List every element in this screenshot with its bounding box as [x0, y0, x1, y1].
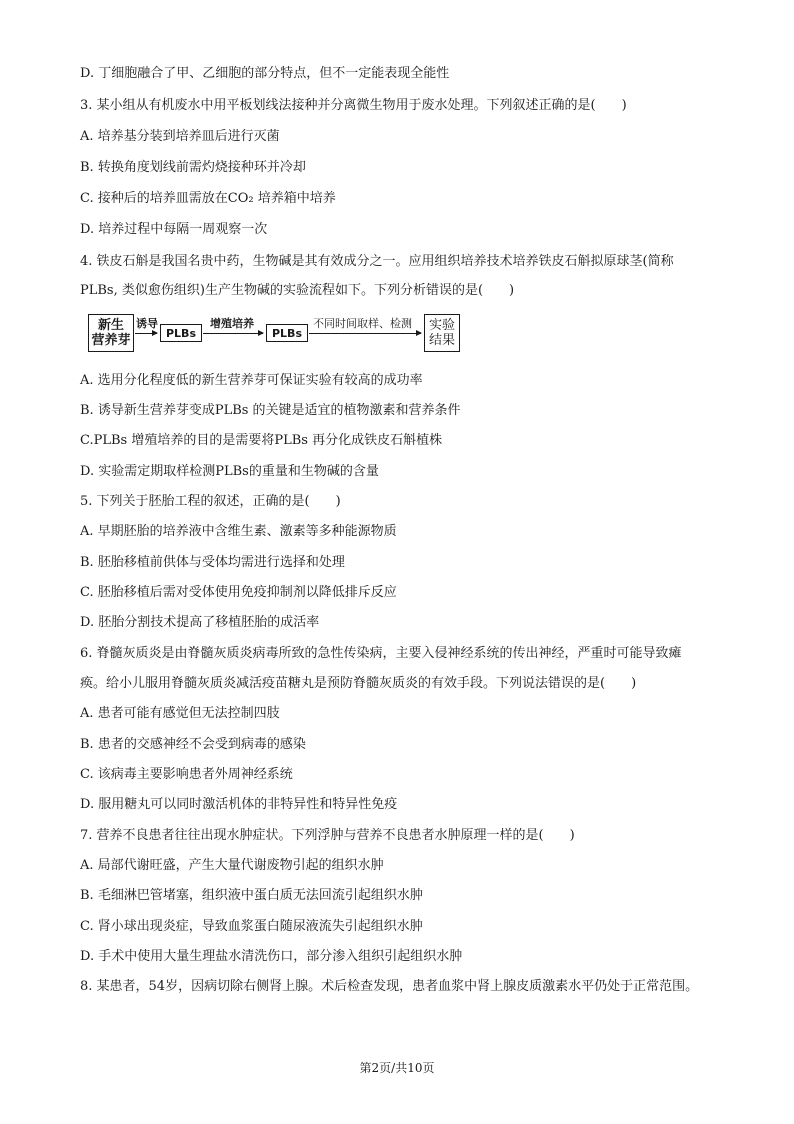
flow-box-result: 实验 结果	[424, 314, 460, 352]
option-7c: C. 肾小球出现炎症，导致血浆蛋白随尿液流失引起组织水肿	[80, 919, 423, 934]
option-7d: D. 手术中使用大量生理盐水清洗伤口，部分渗入组织引起组织水肿	[80, 949, 463, 964]
flow-label-proliferate: 增殖培养	[210, 317, 254, 330]
question-4-line-2: PLBs, 类似愈伤组织)生产生物碱的实验流程如下。下列分析错误的是( )	[80, 283, 515, 298]
question-6-line-1: 6. 脊髓灰质炎是由脊髓灰质炎病毒所致的急性传染病，主要入侵神经系统的传出神经，严重时可能导致瘫	[80, 646, 682, 661]
option-6b: B. 患者的交感神经不会受到病毒的感染	[80, 737, 306, 752]
option-5a: A. 早期胚胎的培养液中含维生素、激素等多种能源物质	[80, 524, 397, 539]
flow-box-plbs-1: PLBs	[160, 324, 202, 342]
option-5c: C. 胚胎移植后需对受体使用免疫抑制剂以降低排斥反应	[80, 585, 397, 600]
option-5d: D. 胚胎分割技术提高了移植胚胎的成活率	[80, 615, 320, 630]
option-4b: B. 诱导新生营养芽变成PLBs 的关键是适宜的植物激素和营养条件	[80, 403, 461, 418]
question-5: 5. 下列关于胚胎工程的叙述，正确的是( )	[80, 494, 341, 509]
flow-arrow-1	[135, 333, 157, 334]
option-3c: C. 接种后的培养皿需放在CO₂ 培养箱中培养	[80, 191, 336, 206]
flow-label-sampling: 不同时间取样、检测	[313, 317, 412, 330]
question-7: 7. 营养不良患者往往出现水肿症状。下列浮肿与营养不良患者水肿原理一样的是( )	[80, 828, 575, 843]
option-6a: A. 患者可能有感觉但无法控制四肢	[80, 706, 280, 721]
question-3: 3. 某小组从有机废水中用平板划线法接种并分离微生物用于废水处理。下列叙述正确的是( )	[80, 98, 627, 113]
option-4c: C.PLBs 增殖培养的目的是需要将PLBs 再分化成铁皮石斛植株	[80, 433, 443, 448]
experiment-flowchart	[86, 310, 486, 356]
option-6c: C. 该病毒主要影响患者外周神经系统	[80, 767, 293, 782]
option-4d: D. 实验需定期取样检测PLBs的重量和生物碱的含量	[80, 464, 379, 479]
flow-label-induce: 诱导	[136, 317, 158, 330]
flow-arrow-3	[309, 333, 421, 334]
option-5b: B. 胚胎移植前供体与受体均需进行选择和处理	[80, 555, 345, 570]
question-8: 8. 某患者，54岁，因病切除右侧肾上腺。术后检查发现，患者血浆中肾上腺皮质激素水平仍处于正常范围。	[80, 979, 699, 994]
flow-box-bud: 新生 营养芽	[88, 314, 134, 352]
option-3a: A. 培养基分装到培养皿后进行灭菌	[80, 129, 280, 144]
question-4-line-1: 4. 铁皮石斛是我国名贵中药，生物碱是其有效成分之一。应用组织培养技术培养铁皮石斛拟原球茎(简称	[80, 254, 674, 269]
flow-box-plbs-2: PLBs	[266, 324, 308, 342]
option-3b: B. 转换角度划线前需灼烧接种环并冷却	[80, 160, 306, 175]
page-number: 第2页/共10页	[359, 1061, 435, 1075]
option-4a: A. 选用分化程度低的新生营养芽可保证实验有较高的成功率	[80, 373, 423, 388]
option-6d: D. 服用糖丸可以同时激活机体的非特异性和特异性免疫	[80, 797, 398, 812]
option-7a: A. 局部代谢旺盛，产生大量代谢废物引起的组织水肿	[80, 858, 384, 873]
option-2d: D. 丁细胞融合了甲、乙细胞的部分特点，但不一定能表现全能性	[80, 66, 450, 81]
option-7b: B. 毛细淋巴管堵塞，组织液中蛋白质无法回流引起组织水肿	[80, 888, 423, 903]
question-6-line-2: 痪。给小儿服用脊髓灰质炎减活疫苗糖丸是预防脊髓灰质炎的有效手段。下列说法错误的是( )	[80, 676, 637, 691]
flow-arrow-2	[203, 333, 263, 334]
option-3d: D. 培养过程中每隔一周观察一次	[80, 222, 268, 237]
